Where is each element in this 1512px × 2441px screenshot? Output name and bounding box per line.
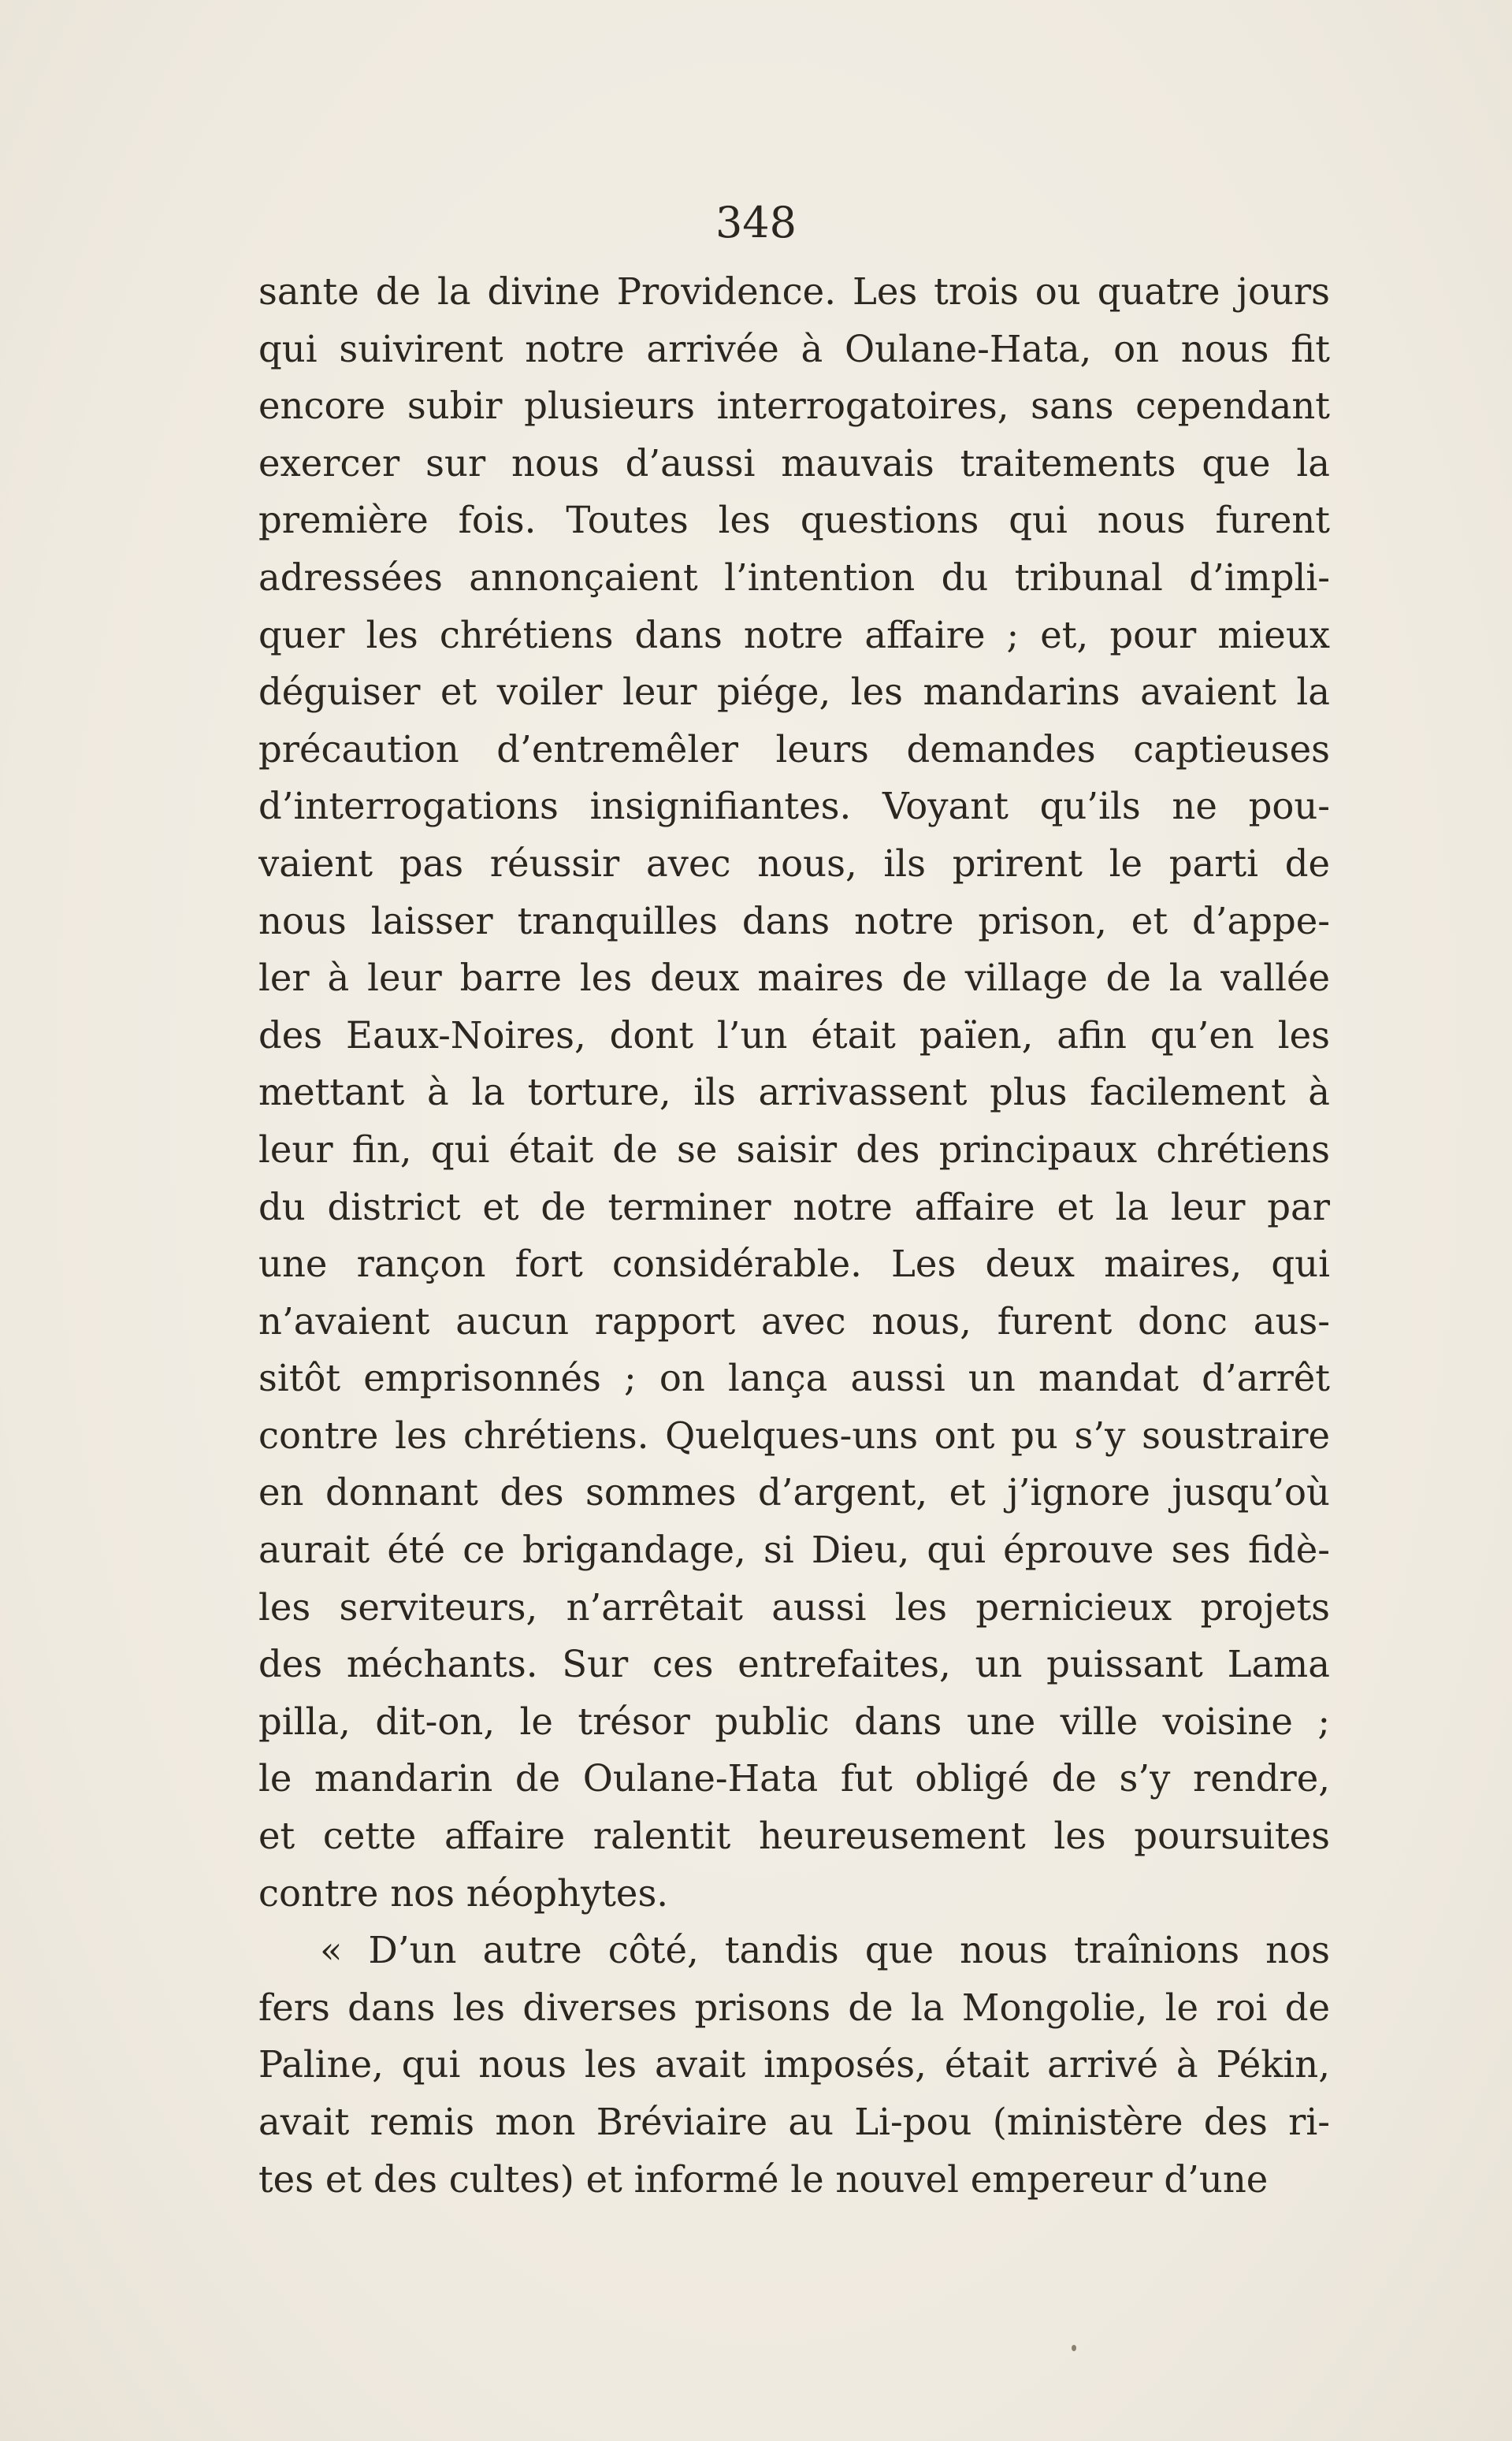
text-line: fers dans les diverses prisons de la Mongolie, le roi de: [258, 1986, 1330, 2029]
text-line: des méchants. Sur ces entrefaites, un puissant Lama: [258, 1643, 1330, 1686]
text-line: le mandarin de Oulane-Hata fut obligé de s’y rendre,: [258, 1757, 1330, 1800]
text-line: exercer sur nous d’aussi mauvais traitements que la: [258, 441, 1330, 485]
text-line: sante de la divine Providence. Les trois ou quatre jours: [258, 270, 1330, 313]
text-line: en donnant des sommes d’argent, et j’ignore jusqu’où: [258, 1471, 1330, 1514]
text-line: encore subir plusieurs interrogatoires, sans cependant: [258, 385, 1330, 428]
text-line: « D’un autre côté, tandis que nous traînions nos: [320, 1929, 1330, 1972]
text-line: n’avaient aucun rapport avec nous, furent donc aus-: [258, 1299, 1330, 1343]
text-line: première fois. Toutes les questions qui nous furent: [258, 499, 1330, 542]
text-line: Paline, qui nous les avait imposés, était arrivé à Pékin,: [258, 2043, 1330, 2086]
text-line: adressées annonçaient l’intention du tribunal d’impli-: [258, 555, 1330, 599]
text-line: déguiser et voiler leur piége, les mandarins avaient la: [258, 671, 1330, 714]
page-number: 348: [715, 198, 797, 247]
text-line: pilla, dit-on, le trésor public dans une ville voisine ;: [258, 1700, 1330, 1743]
text-line: d’interrogations insignifiantes. Voyant qu’ils ne pou-: [258, 785, 1330, 828]
text-line: mettant à la torture, ils arrivassent plus facilement à: [258, 1071, 1330, 1114]
text-line: contre les chrétiens. Quelques-uns ont pu s’y soustraire: [258, 1414, 1330, 1457]
text-line: les serviteurs, n’arrêtait aussi les pernicieux projets: [258, 1585, 1330, 1629]
text-line: avait remis mon Bréviaire au Li-pou (ministère des ri-: [258, 2101, 1330, 2143]
text-line: et cette affaire ralentit heureusement les poursuites: [258, 1815, 1330, 1858]
text-line: aurait été ce brigandage, si Dieu, qui éprouve ses fidè-: [258, 1529, 1330, 1572]
text-line: une rançon fort considérable. Les deux maires, qui: [258, 1243, 1330, 1286]
text-line: qui suivirent notre arrivée à Oulane-Hata, on nous fit: [258, 327, 1330, 370]
paper-speck: [1072, 2345, 1076, 2351]
text-line: précaution d’entremêler leurs demandes captieuses: [258, 727, 1330, 771]
text-line: vaient pas réussir avec nous, ils prirent le parti de: [258, 842, 1330, 885]
text-line: nous laisser tranquilles dans notre prison, et d’appe-: [258, 899, 1330, 942]
text-line: contre nos néophytes.: [258, 1871, 669, 1915]
text-line: ler à leur barre les deux maires de village de la vallée: [258, 957, 1330, 1000]
text-line: leur fin, qui était de se saisir des principaux chrétiens: [258, 1128, 1330, 1171]
text-line: sitôt emprisonnés ; on lança aussi un mandat d’arrêt: [258, 1357, 1330, 1400]
text-line: du district et de terminer notre affaire et la leur par: [258, 1185, 1330, 1228]
body-text: [258, 263, 1330, 2208]
text-line: quer les chrétiens dans notre affaire ; et, pour mieux: [258, 613, 1330, 656]
text-line: des Eaux-Noires, dont l’un était païen, afin qu’en les: [258, 1013, 1330, 1057]
text-line: tes et des cultes) et informé le nouvel empereur d’une: [258, 2157, 1269, 2201]
